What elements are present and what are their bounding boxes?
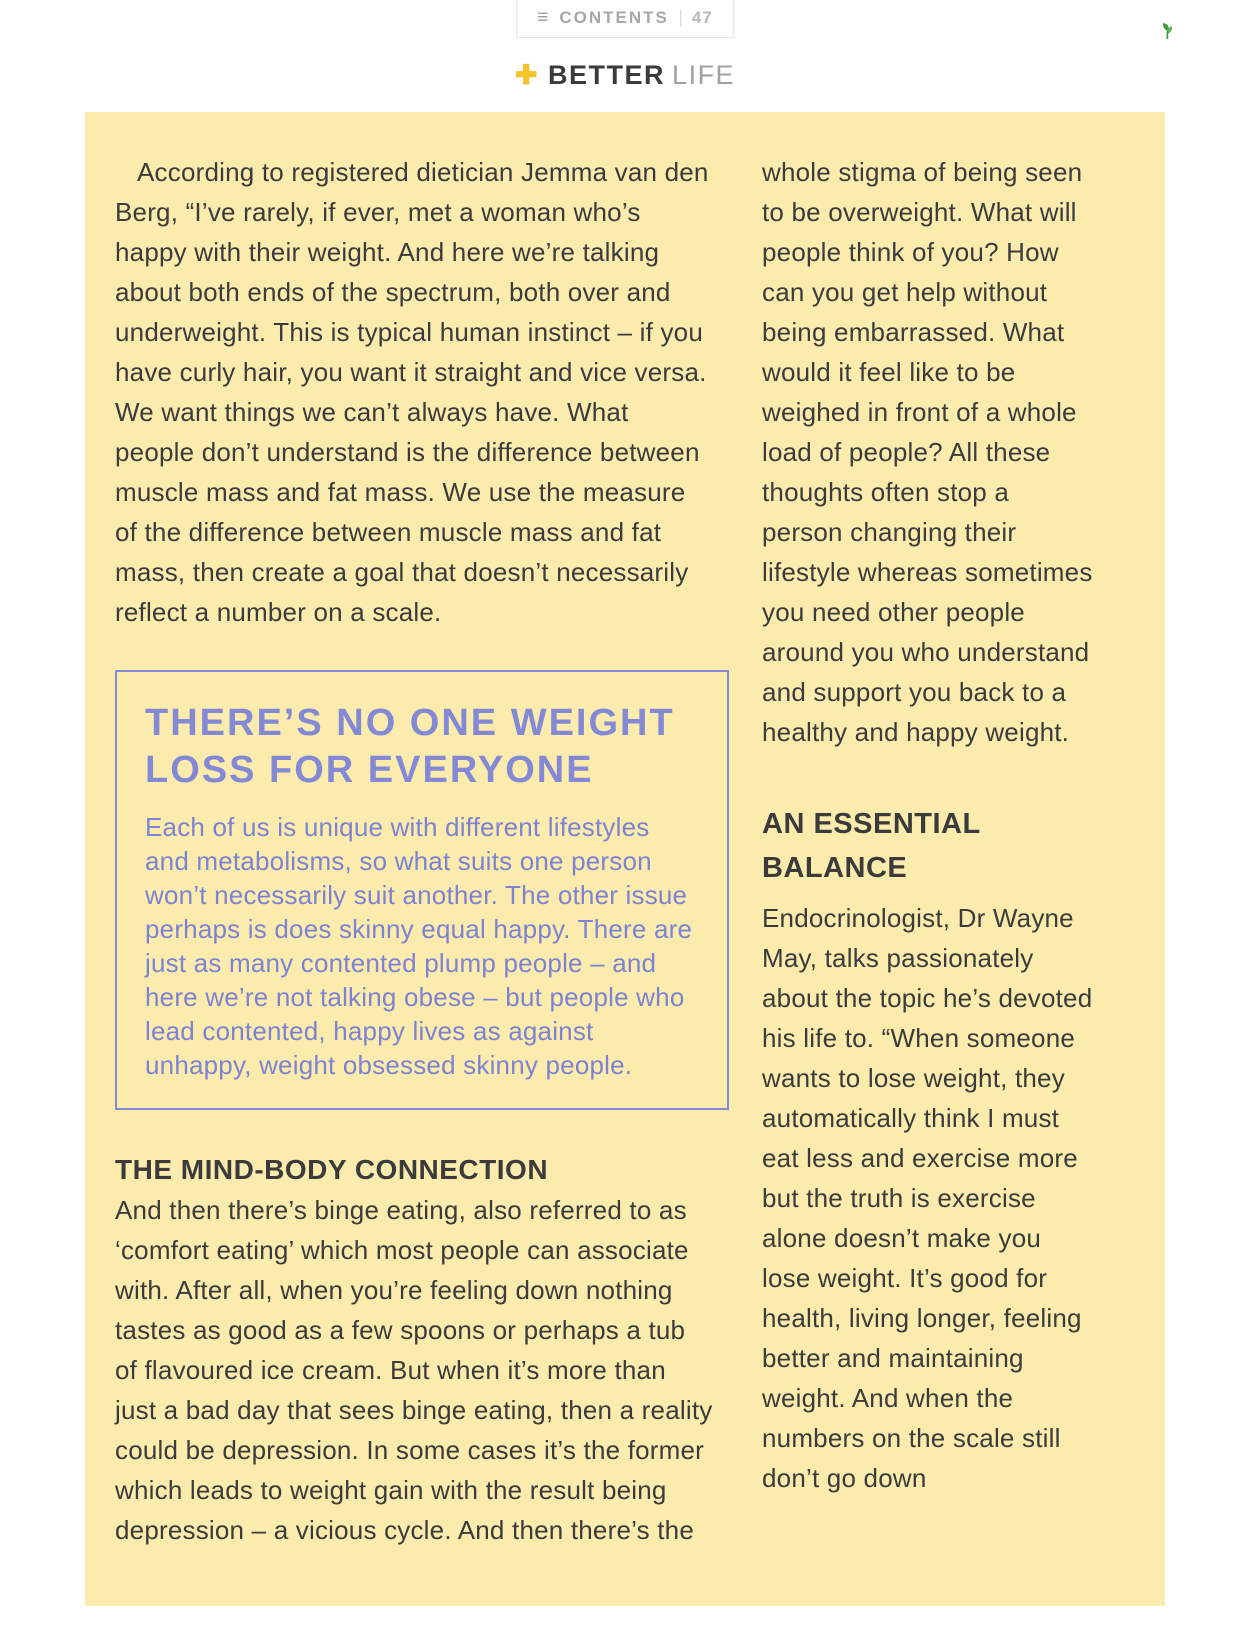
menu-icon: ≡ — [537, 7, 549, 28]
section-brand — [0, 60, 1250, 91]
pull-quote-title: THERE’S NO ONE WEIGHT LOSS FOR EVERYONE — [145, 702, 675, 791]
right-column — [762, 152, 1096, 1550]
heading-mind-body-connection: THE MIND-BODY CONNECTION — [115, 1154, 549, 1185]
contents-label: CONTENTS — [559, 8, 669, 27]
left-column — [115, 152, 713, 1550]
brand-bold: BETTER — [548, 60, 666, 90]
pull-quote-box — [115, 670, 729, 1110]
divider — [680, 10, 681, 27]
mind-body-paragraph: And then there’s binge eating, also referred to as ‘comfort eating’ which most people can associate with. After all, when you’re feeling down nothing tastes as good as a few spoons or perhaps a tub of flavoured ice cream. But when it’s more than just a bad day that sees binge eating, then a reality could be depression. In some cases it’s the former which leads to weight gain with the result being depression – a vicious cycle. And then there’s the — [115, 1195, 713, 1545]
page-number: 47 — [691, 8, 713, 27]
intro-paragraph: According to registered dietician Jemma van den Berg, “I’ve rarely, if ever, met a woman who’s happy with their weight. And here we’re talking about both ends of the spectrum, both over and underweight. This is typical human instinct – if you have curly hair, you want it straight and vice versa. We want things we can’t always have. What people don’t understand is the difference between muscle mass and fat mass. We use the measure of the difference between muscle mass and fat mass, then create a goal that doesn’t necessarily reflect a number on a scale. — [115, 157, 709, 627]
essential-balance-paragraph: Endocrinologist, Dr Wayne May, talks passionately about the topic he’s devoted his life to. “When someone wants to lose weight, they automatically think I must eat less and exercise more but the truth is exercise alone doesn’t make you lose weight. It’s good for health, living longer, feeling better and maintaining weight. And when the numbers on the scale still don’t go down — [762, 903, 1093, 1493]
stigma-paragraph: whole stigma of being seen to be overweight. What will people think of you? How can you get help without being embarrassed. What would it feel like to be weighed in front of a whole load of people? All these thoughts often stop a person changing their lifestyle whereas sometimes you need other people around you who understand and support you back to a healthy and happy weight. — [762, 157, 1093, 747]
brand-light: LIFE — [672, 60, 736, 90]
pull-quote-body: Each of us is unique with different lifestyles and metabolisms, so what suits one person won’t necessarily suit another. The other issue perhaps is does skinny equal happy. There are just as many contented plump people – and here we’re not talking obese – but people who lead contented, happy lives as against unhappy, weight obsessed skinny people. — [145, 812, 693, 1080]
page-header — [0, 0, 1250, 112]
contents-link[interactable] — [516, 0, 734, 38]
green-leaf-icon — [1160, 22, 1174, 39]
heading-essential-balance: AN ESSENTIAL BALANCE — [762, 808, 981, 884]
plus-icon: ✚ — [514, 60, 540, 90]
article-body — [85, 112, 1165, 1606]
